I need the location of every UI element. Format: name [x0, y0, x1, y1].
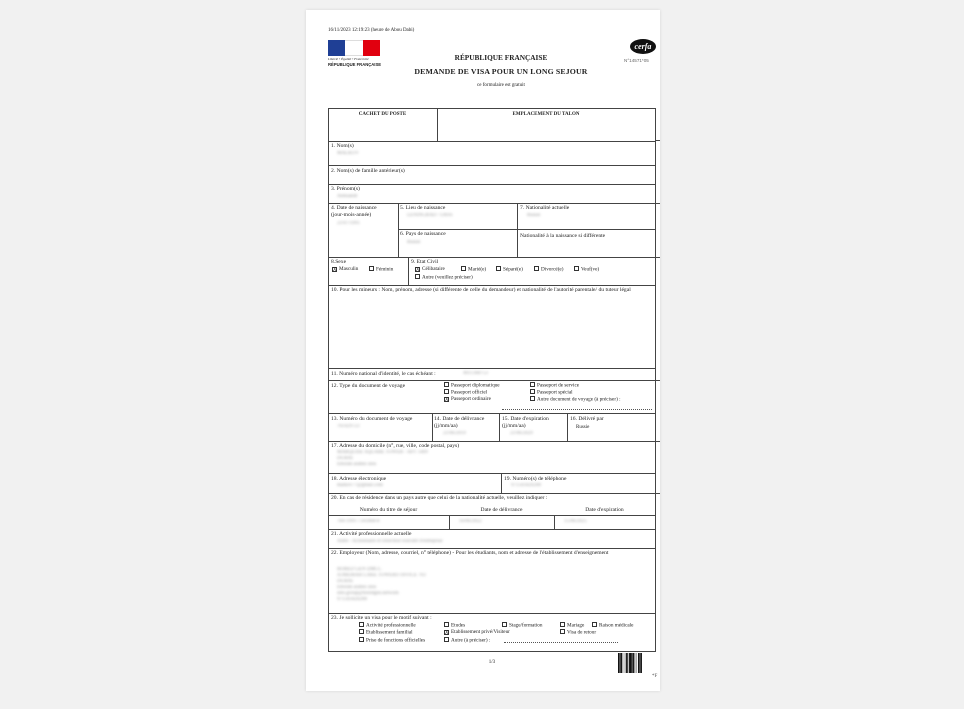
barcode-bar — [626, 653, 628, 673]
purpose-other-dotted-line — [504, 642, 618, 643]
option-label: Passeport ordinaire — [451, 396, 491, 402]
option-label: Visa de retour — [567, 629, 597, 636]
option-label: Divorcé(e) — [541, 266, 564, 273]
sex-male-option[interactable] — [332, 266, 358, 272]
option-label: Mariage — [567, 622, 585, 629]
field-23-label: 23. Je sollicite un visa pour le motif suivant : — [331, 615, 432, 621]
checkbox-checked[interactable]: X — [416, 266, 420, 273]
subtitle: ce formulaire est gratuit — [477, 83, 525, 88]
field-15-label: 15. Date d'expiration — [502, 416, 549, 422]
field-6-label: 6. Pays de naissance — [400, 231, 446, 237]
field-22-value-line1: BORED GEN DMCC — [337, 567, 382, 572]
row-line — [328, 441, 656, 442]
col-line — [449, 515, 450, 529]
field-20-issue-value: 16/06/2022 — [459, 519, 482, 524]
field-20-expiry-value: 15/06/2025 — [564, 519, 587, 524]
option-label: Féminin — [376, 266, 394, 273]
purpose-option-marriage[interactable] — [560, 622, 584, 629]
field-7b-label: Nationalité à la naissance si différente — [520, 233, 606, 239]
row-line — [328, 368, 656, 369]
flag-white-band — [345, 40, 363, 56]
option-label: Célibataire — [422, 266, 445, 272]
field-5-value: LENINGRAD / URSS — [407, 213, 453, 218]
field-3-label: 3. Prénom(s) — [331, 186, 360, 192]
field-19-label: 19. Numéro(s) de téléphone — [504, 476, 567, 482]
civil-option-single[interactable] — [415, 266, 445, 272]
field-6-value: Russie — [407, 240, 421, 245]
row-line — [328, 165, 656, 166]
cerfa-number: N°14571*05 — [624, 58, 649, 63]
field-21-label: 21. Activité professionnelle actuelle — [331, 531, 412, 537]
row-line — [328, 203, 656, 204]
civil-option-divorced[interactable] — [534, 266, 563, 273]
checkbox[interactable] — [359, 622, 364, 627]
row-line — [328, 493, 656, 494]
checkbox[interactable] — [560, 622, 565, 627]
field-22-value-line6: 971503426200 — [337, 597, 367, 602]
row-line — [328, 613, 656, 614]
barcode-bar — [623, 653, 624, 673]
checkbox[interactable] — [461, 266, 466, 271]
col-line — [554, 515, 555, 529]
field-15-sub: (jj/mm/aa) — [502, 423, 526, 429]
field-13-value: 761429723 — [337, 424, 360, 429]
option-label: Masculin — [339, 266, 359, 272]
option-label: Etudes — [451, 622, 466, 629]
field-10-label: 10. Pour les mineurs : Nom, prénom, adresse (si différente de celle du demandeur) et nationalité de l'autorité parentale/ du tuteur légal — [331, 287, 631, 293]
form-page — [306, 10, 660, 691]
purpose-option-professional[interactable] — [359, 622, 416, 629]
field-1-label: 1. Nom(s) — [331, 143, 354, 149]
purpose-option-visitor[interactable] — [444, 629, 510, 635]
field-18-value: malkov77@gmail.com — [337, 483, 383, 488]
doc-option-ordinary[interactable] — [444, 396, 491, 402]
timestamp: 16/11/2023 12:19:23 (heure de Abou Dabi) — [328, 28, 415, 33]
field-18-label: 18. Adresse électronique — [331, 476, 387, 482]
option-label: Autre (veuillez préciser) — [422, 274, 473, 281]
checkbox[interactable] — [444, 382, 449, 387]
option-label: Etablissement familial — [366, 629, 413, 636]
option-label: Passeport de service — [537, 382, 580, 389]
checkbox[interactable] — [444, 389, 449, 394]
field-17-value-line2: DUBAI — [337, 456, 353, 461]
field-16-value: Russie — [576, 425, 590, 430]
edge-tick — [656, 257, 660, 258]
barcode-bar — [629, 653, 631, 673]
row-line — [328, 413, 656, 414]
purpose-option-studies[interactable] — [444, 622, 465, 629]
checkbox[interactable] — [369, 266, 374, 271]
frame-bottom — [328, 651, 656, 652]
barcode-bar — [638, 653, 639, 673]
field-4-label: 4. Date de naissance — [331, 205, 377, 211]
sex-female-option[interactable] — [369, 266, 393, 273]
field-17-label: 17. Adresse du domicile (n°, rue, ville, code postal, pays) — [331, 443, 460, 449]
barcode-bar — [628, 653, 629, 673]
stamp-talon-label: EMPLACEMENT DU TALON — [512, 112, 580, 117]
option-label: Marié(e) — [468, 266, 487, 273]
field-17-value-line1: MARQUISE SQUARE TOWER - APT 1409 — [337, 450, 428, 455]
field-15-value: 21/06/2029 — [510, 431, 533, 436]
col-line — [398, 203, 399, 257]
barcode-bar — [618, 653, 619, 673]
field-1-value: MALKOV — [337, 151, 359, 156]
edge-tick — [656, 493, 660, 494]
checkbox[interactable] — [530, 396, 535, 401]
civil-option-other[interactable] — [415, 274, 473, 281]
field-4-sub: (jour-mois-année) — [331, 212, 372, 218]
checkbox[interactable] — [592, 622, 597, 627]
row-line — [328, 257, 656, 258]
checkbox[interactable] — [530, 389, 535, 394]
logo-country: RÉPUBLIQUE FRANÇAISE — [328, 62, 382, 67]
title-republic: RÉPUBLIQUE FRANÇAISE — [454, 53, 548, 62]
logo-motto: Liberté • Égalité • Fraternité — [328, 57, 369, 61]
option-label: Activité professionnelle — [366, 622, 416, 629]
checkbox-checked[interactable]: X — [333, 266, 337, 273]
barcode-bar — [619, 653, 621, 673]
cerfa-logo: cerfa — [630, 39, 656, 54]
flag-blue-band — [328, 40, 345, 56]
row-line — [328, 184, 656, 185]
col-line — [408, 257, 409, 285]
purpose-option-official[interactable] — [359, 637, 425, 644]
marianne-logo — [328, 40, 380, 56]
option-label: Passeport spécial — [537, 389, 573, 396]
col-line — [501, 473, 502, 493]
checkbox[interactable] — [502, 622, 507, 627]
row-line — [328, 529, 656, 530]
barcode-bar — [625, 653, 626, 673]
checkbox[interactable] — [574, 266, 579, 271]
option-label: Stage/formation — [509, 622, 543, 629]
field-22-value-line3: DUBAI — [337, 579, 353, 584]
civil-option-married[interactable] — [461, 266, 486, 273]
field-20-col-expiry: Date d'expiration — [585, 507, 624, 513]
edge-tick — [656, 380, 660, 381]
stamp-post-label: CACHET DU POSTE — [358, 112, 407, 117]
page-number: 1/3 — [488, 660, 496, 665]
purpose-option-internship[interactable] — [502, 622, 542, 629]
barcode-bar — [641, 653, 642, 673]
row-line — [398, 229, 656, 230]
edge-tick — [656, 140, 660, 141]
doc-option-diplomatic[interactable] — [444, 382, 500, 389]
field-22-value-line2: JUMEIRAH LAKE TOWERS OFFICE 703 — [337, 573, 426, 578]
field-12-label: 12. Type du document de voyage — [331, 383, 406, 389]
purpose-option-family[interactable] — [359, 629, 413, 636]
checkbox[interactable] — [359, 629, 364, 634]
option-label: Autre (à préciser) : — [451, 637, 491, 644]
option-label: Prise de fonctions officielles — [366, 637, 426, 644]
row-line — [328, 380, 656, 381]
row-line — [328, 473, 656, 474]
row-line — [328, 141, 656, 142]
field-8-label: 8.Sexe — [331, 259, 347, 265]
civil-option-separated[interactable] — [496, 266, 523, 273]
checkbox[interactable] — [530, 382, 535, 387]
barcode-bar — [631, 653, 632, 673]
doc-option-other[interactable] — [530, 396, 621, 403]
field-11-label: 11. Numéro national d'identité, le cas échéant : — [331, 371, 436, 377]
field-20-col-issue: Date de délivrance — [480, 507, 523, 513]
field-20-label: 20. En cas de résidence dans un pays autre que celui de la nationalité actuelle, veuillez indiquer : — [331, 495, 548, 501]
doc-option-special[interactable] — [530, 389, 573, 396]
civil-option-widowed[interactable] — [574, 266, 599, 273]
field-20-col-permit: Numéro du titre de séjour — [359, 507, 418, 513]
option-label: Autre document de voyage (à préciser) : — [537, 396, 621, 403]
edge-tick — [656, 441, 660, 442]
purpose-option-other[interactable] — [444, 637, 490, 644]
edge-tick — [656, 203, 660, 204]
field-5-label: 5. Lieu de naissance — [400, 205, 446, 211]
option-label: Passeport diplomatique — [451, 382, 500, 389]
field-14-sub: (jj/mm/aa) — [434, 423, 458, 429]
option-label: Veuf(ve) — [581, 266, 600, 273]
edge-text: *F — [652, 674, 658, 679]
field-22-value-line5: info.group@boredgen.network — [337, 591, 399, 596]
row-line — [328, 285, 656, 286]
barcode-bar — [621, 653, 622, 673]
field-7-label: 7. Nationalité actuelle — [520, 205, 570, 211]
checkbox[interactable] — [560, 629, 565, 634]
barcode-bar — [639, 653, 641, 673]
frame-top — [328, 108, 656, 109]
field-17-value-line3: Emirats arabes unis — [337, 462, 377, 467]
checkbox-checked[interactable]: X — [445, 629, 449, 636]
col-line — [432, 413, 433, 441]
checkbox[interactable] — [415, 274, 420, 279]
field-7-value: Russie — [527, 213, 541, 218]
checkbox[interactable] — [534, 266, 539, 271]
field-22-label: 22. Employeur (Nom, adresse, courriel, n° téléphone) - Pour les étudiants, nom et adresse de l'établissement d'enseignement — [331, 550, 609, 556]
row-line — [328, 515, 656, 516]
checkbox[interactable] — [444, 622, 449, 627]
purpose-option-return-visa[interactable] — [560, 629, 596, 636]
doc-other-dotted-line — [502, 409, 652, 410]
checkbox[interactable] — [496, 266, 501, 271]
col-line — [567, 413, 568, 441]
option-label: Etablissement privé/Visiteur — [451, 629, 510, 635]
field-20-permit-value: 784-1991-7341868-8 — [337, 519, 380, 524]
barcode-bar — [636, 653, 637, 673]
field-11-value: 4011368753 — [463, 371, 488, 376]
doc-option-official[interactable] — [444, 389, 487, 396]
col-line — [517, 203, 518, 257]
checkbox[interactable] — [359, 637, 364, 642]
field-13-label: 13. Numéro du document de voyage — [331, 416, 413, 422]
option-label: Passeport officiel — [451, 389, 488, 396]
option-label: Raison médicale — [599, 622, 634, 629]
option-label: Séparé(e) — [503, 266, 523, 273]
field-14-label: 14. Date de délivrance — [434, 416, 485, 422]
page-title: DEMANDE DE VISA POUR UN LONG SEJOUR — [414, 67, 588, 76]
checkbox[interactable] — [444, 637, 449, 642]
barcode-bar — [635, 653, 636, 673]
field-16-label: 16. Délivré par — [570, 416, 604, 422]
field-4-value: 21/07/1991 — [337, 221, 360, 226]
field-3-value: Aleksandr — [337, 194, 358, 199]
doc-option-service[interactable] — [530, 382, 579, 389]
purpose-option-medical[interactable] — [592, 622, 633, 629]
barcode-bar — [632, 653, 634, 673]
row-line — [328, 548, 656, 549]
field-22-value-line4: Emirats arabes unis — [337, 585, 377, 590]
field-21-value: Autre - Actionnaire et Directeur exécutif d'entreprise — [337, 539, 443, 544]
field-14-value: 21/06/2019 — [443, 431, 466, 436]
barcode — [618, 653, 660, 673]
flag-red-band — [363, 40, 380, 56]
field-9-label: 9. Etat Civil — [411, 259, 439, 265]
checkbox-checked[interactable]: X — [445, 396, 449, 403]
field-19-value: 971503426200 — [511, 483, 541, 488]
col-line — [499, 413, 500, 441]
field-2-label: 2. Nom(s) de famille antérieur(s) — [331, 168, 405, 174]
